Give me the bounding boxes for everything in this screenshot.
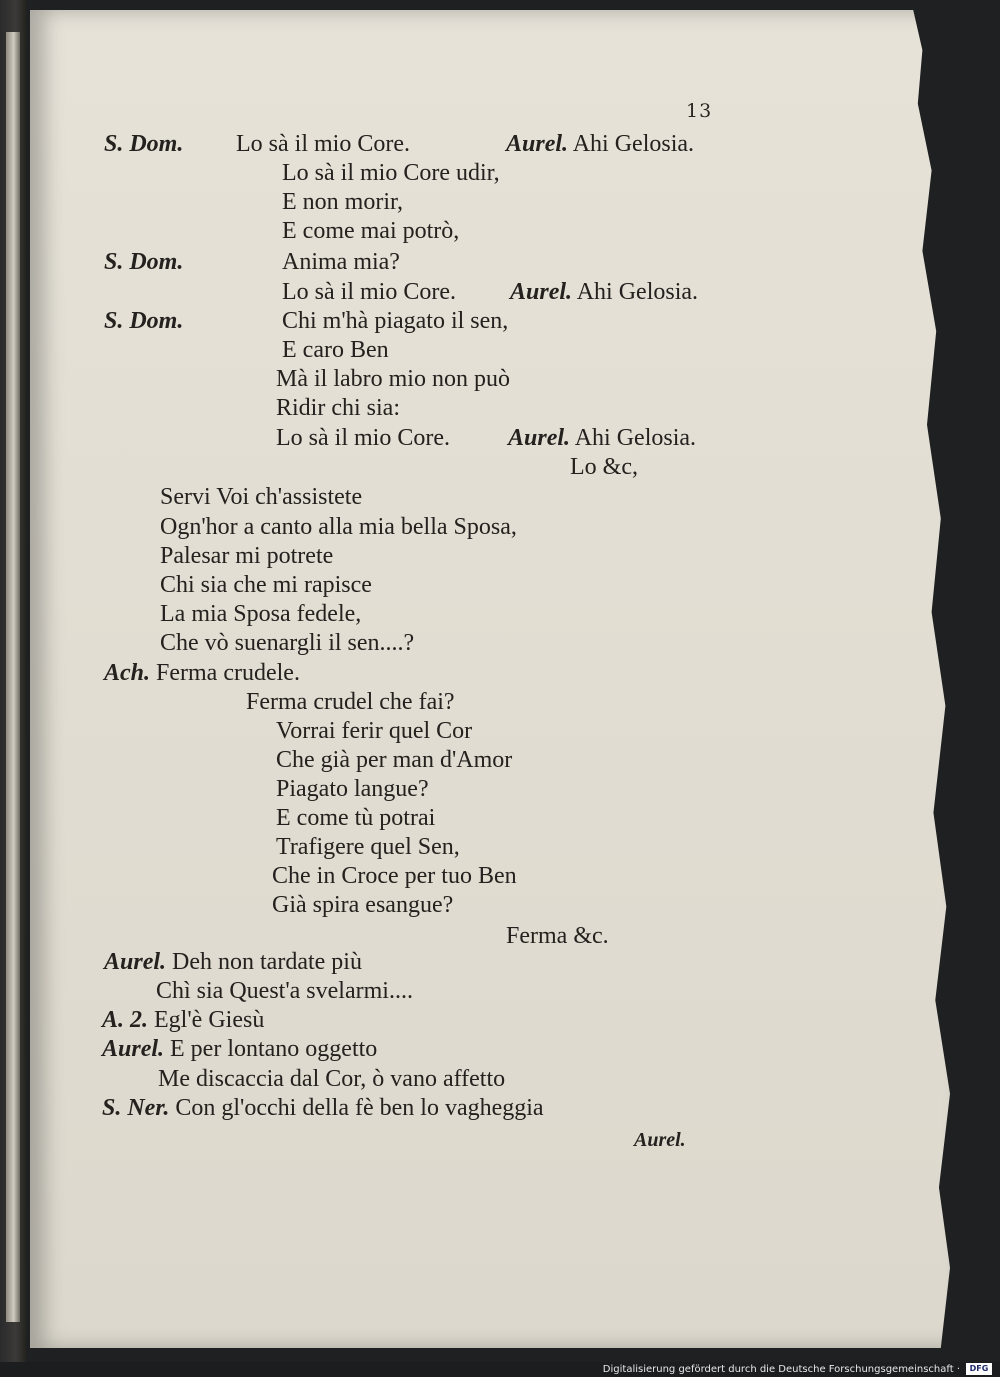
verse-text: Palesar mi potrete — [160, 543, 334, 569]
text-line — [246, 688, 455, 716]
verse-text: Ferma crudele. — [156, 660, 300, 686]
text-line — [102, 1006, 264, 1034]
speaker-label: Aurel. — [104, 949, 167, 975]
text-line — [276, 746, 512, 774]
verse-text: Vorrai ferir quel Cor — [276, 718, 473, 744]
text-line — [160, 571, 372, 599]
text-line — [282, 217, 459, 245]
text-line — [506, 130, 694, 158]
speaker-label: Aurel. — [506, 131, 569, 157]
verse-text: E come tù potrai — [276, 805, 436, 831]
dfg-logo: DFG — [966, 1363, 992, 1375]
verse-text: Lo &c, — [570, 454, 638, 480]
speaker-label: S. Dom. — [104, 308, 184, 334]
speaker-label: S. Dom. — [104, 131, 184, 157]
text-line — [160, 513, 517, 541]
text-line — [282, 278, 456, 306]
speaker-label: Aurel. — [510, 279, 573, 305]
paper-edge — [6, 32, 20, 1322]
verse-text: Ogn'hor a canto alla mia bella Sposa, — [160, 514, 517, 540]
text-line — [282, 336, 389, 364]
speaker-label: S. Ner. — [102, 1095, 170, 1121]
verse-text: E non morir, — [282, 189, 404, 215]
text-line — [570, 453, 638, 481]
verse-text: Egl'è Giesù — [154, 1007, 265, 1033]
text-line — [276, 775, 429, 803]
text-line — [276, 424, 450, 452]
text-line — [276, 365, 510, 393]
verse-text: E per lontano oggetto — [170, 1036, 378, 1062]
speaker-label: A. 2. — [102, 1007, 149, 1033]
verse-text: La mia Sposa fedele, — [160, 601, 362, 627]
verse-text: Mà il labro mio non può — [276, 366, 510, 392]
text-line — [160, 542, 333, 570]
text-line — [104, 307, 183, 335]
speaker-label: Aurel. — [508, 425, 571, 451]
text-line — [510, 278, 698, 306]
verse-text: Ferma &c. — [506, 923, 609, 949]
text-line — [102, 1035, 377, 1063]
verse-text: Servi Voi ch'assistete — [160, 484, 363, 510]
text-line — [282, 188, 403, 216]
speaker-label: Aurel. — [102, 1036, 165, 1062]
verse-text: Lo sà il mio Core. — [276, 425, 450, 451]
verse-text: Che già per man d'Amor — [276, 747, 513, 773]
verse-text: Già spira esangue? — [272, 892, 454, 918]
verse-text: Ridir chi sia: — [276, 395, 400, 421]
verse-text: Ahi Gelosia. — [572, 131, 695, 157]
text-line — [276, 394, 400, 422]
text-line — [160, 483, 362, 511]
text-line — [158, 1065, 505, 1093]
funding-notice: Digitalisierung gefördert durch die Deutsche Forschungsgemeinschaft · — [602, 1364, 960, 1375]
text-line — [102, 1094, 544, 1122]
verse-text: Chi sia che mi rapisce — [160, 572, 372, 598]
text-line — [282, 248, 400, 276]
text-line — [104, 659, 300, 687]
verse-text: Lo sà il mio Core udir, — [282, 160, 500, 186]
verse-text: Anima mia? — [282, 249, 400, 275]
speaker-label: Aurel. — [634, 1129, 686, 1151]
verse-text: E come mai potrò, — [282, 218, 460, 244]
text-line — [276, 717, 472, 745]
verse-text: Deh non tardate più — [172, 949, 362, 975]
catchword — [634, 1126, 686, 1154]
verse-text: Ahi Gelosia. — [576, 279, 699, 305]
verse-text: Che in Croce per tuo Ben — [272, 863, 517, 889]
text-line — [272, 862, 517, 890]
verse-text: Con gl'occhi della fè ben lo vagheggia — [175, 1095, 544, 1121]
verse-text: Ahi Gelosia. — [574, 425, 697, 451]
verse-text: Chi m'hà piagato il sen, — [282, 308, 509, 334]
verse-text: Ferma crudel che fai? — [246, 689, 455, 715]
text-line — [160, 629, 414, 657]
speaker-label: S. Dom. — [104, 249, 184, 275]
text-line — [160, 600, 361, 628]
verse-text: Lo sà il mio Core. — [236, 131, 410, 157]
text-line — [282, 307, 508, 335]
verse-text: Lo sà il mio Core. — [282, 279, 456, 305]
text-line — [508, 424, 696, 452]
verse-text: Trafigere quel Sen, — [276, 834, 460, 860]
text-line — [236, 130, 410, 158]
verse-text: Chì sia Quest'a svelarmi.... — [156, 978, 413, 1004]
verse-text: Piagato langue? — [276, 776, 429, 802]
text-line — [506, 922, 609, 950]
verse-text: E caro Ben — [282, 337, 389, 363]
text-line — [104, 948, 362, 976]
text-line — [104, 248, 183, 276]
verse-text: Che vò suenargli il sen....? — [160, 630, 415, 656]
speaker-label: Ach. — [104, 660, 151, 686]
text-line — [104, 130, 183, 158]
text-line — [272, 891, 453, 919]
text-line — [282, 159, 500, 187]
page-number: 13 — [686, 100, 713, 122]
text-line — [156, 977, 413, 1005]
text-line — [276, 804, 435, 832]
verse-text: Me discaccia dal Cor, ò vano affetto — [158, 1066, 506, 1092]
text-line — [276, 833, 460, 861]
